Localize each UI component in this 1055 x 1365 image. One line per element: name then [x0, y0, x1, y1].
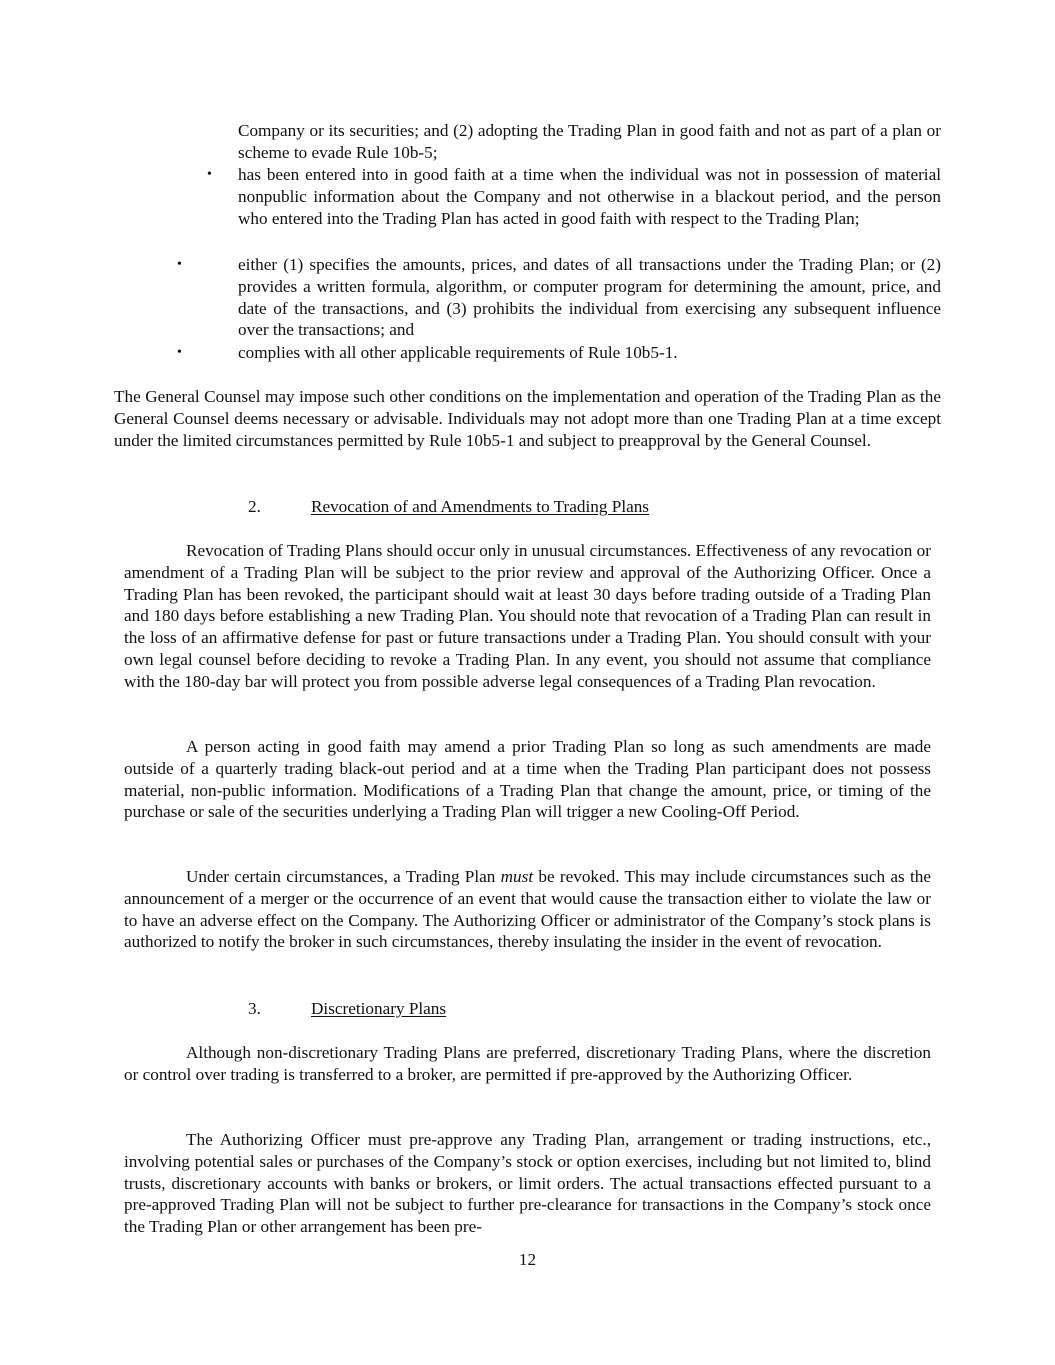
bullet-text-2: either (1) specifies the amounts, prices, and dates of all transactions under the Trading Plan; or (2) provides a written formula, algorithm, or computer program for determining the amount, price, and date of the transactions, and (3) prohibits the individual from exercising any subsequent influence over the transactions; and — [238, 255, 941, 340]
must-revoke-text-before: Under certain circumstances, a Trading Plan — [186, 867, 501, 886]
bullet-icon: • — [207, 167, 212, 182]
revocation-paragraph: Revocation of Trading Plans should occur only in unusual circumstances. Effectiveness of any revocation or amendment of a Trading Plan will be subject to the prior review and approval of the Authorizing Officer. Once a Trading Plan has been revoked, the participant should wait at least 30 days before trading outside of a Trading Plan and 180 days before establishing a new Trading Plan. You should note that revocation of a Trading Plan can result in the loss of an affirmative defense for past or future transactions under a Trading Plan. You should consult with your own legal counsel before deciding to revoke a Trading Plan. In any event, you should not assume that compliance with the 180-day bar will protect you from possible adverse legal consequences of a Trading Plan revocation. — [124, 541, 931, 691]
bullet-icon: • — [177, 345, 182, 360]
section-3-number: 3. — [248, 999, 261, 1018]
must-revoke-text-after: be revoked. This may include circumstances such as the announcement of a merger or the occurrence of an event that would cause the transaction either to violate the law or to have an adverse effect on the Company. The Authorizing Officer or administrator of the Company’s stock plans is authorized to notify the broker in such circumstances, thereby insulating the insider in the event of revocation. — [124, 867, 931, 952]
section-3-heading — [0, 998, 1055, 1020]
must-emphasis: must — [500, 867, 534, 886]
section-2-title: Revocation of and Amendments to Trading Plans — [311, 497, 649, 516]
section-2-number: 2. — [248, 497, 261, 516]
pre-approval-paragraph: The Authorizing Officer must pre-approve any Trading Plan, arrangement or trading instructions, etc., involving potential sales or purchases of the Company’s stock or option exercises, including but not limited to, blind trusts, discretionary accounts with banks or brokers, or limit orders. The actual transactions effected pursuant to a pre-approved Trading Plan will not be subject to further pre-clearance for transactions in the Company’s stock once the Trading Plan or other arrangement has been pre- — [124, 1130, 931, 1237]
must-revoke-paragraph — [124, 866, 931, 953]
page-number: 12 — [518, 1250, 537, 1269]
section-3-title: Discretionary Plans — [311, 999, 447, 1018]
general-counsel-paragraph: The General Counsel may impose such other conditions on the implementation and operation of the Trading Plan as the General Counsel deems necessary or advisable. Individuals may not adopt more than one Trading Plan at a time except under the limited circumstances permitted by Rule 10b5-1 and subject to preapproval by the General Counsel. — [114, 387, 941, 450]
bullet-text-3: complies with all other applicable requirements of Rule 10b5-1. — [238, 343, 678, 362]
section-2-heading — [0, 496, 1055, 518]
amendment-paragraph: A person acting in good faith may amend a prior Trading Plan so long as such amendments are made outside of a quarterly trading black-out period and at a time when the Trading Plan participant does not possess material, non-public information. Modifications of a Trading Plan that change the amount, price, or timing of the purchase or sale of the securities underlying a Trading Plan will trigger a new Cooling-Off Period. — [124, 737, 931, 822]
discretionary-paragraph: Although non-discretionary Trading Plans are preferred, discretionary Trading Plans, where the discretion or control over trading is transferred to a broker, are permitted if pre-approved by the Authorizing Officer. — [124, 1043, 931, 1084]
bullet-icon: • — [177, 257, 182, 272]
continuation-text: Company or its securities; and (2) adopting the Trading Plan in good faith and not as part of a plan or scheme to evade Rule 10b-5; — [238, 121, 941, 162]
bullet-text-1: has been entered into in good faith at a time when the individual was not in possession of material nonpublic information about the Company and not otherwise in a blackout period, and the person who entered into the Trading Plan has acted in good faith with respect to the Trading Plan; — [238, 165, 941, 228]
